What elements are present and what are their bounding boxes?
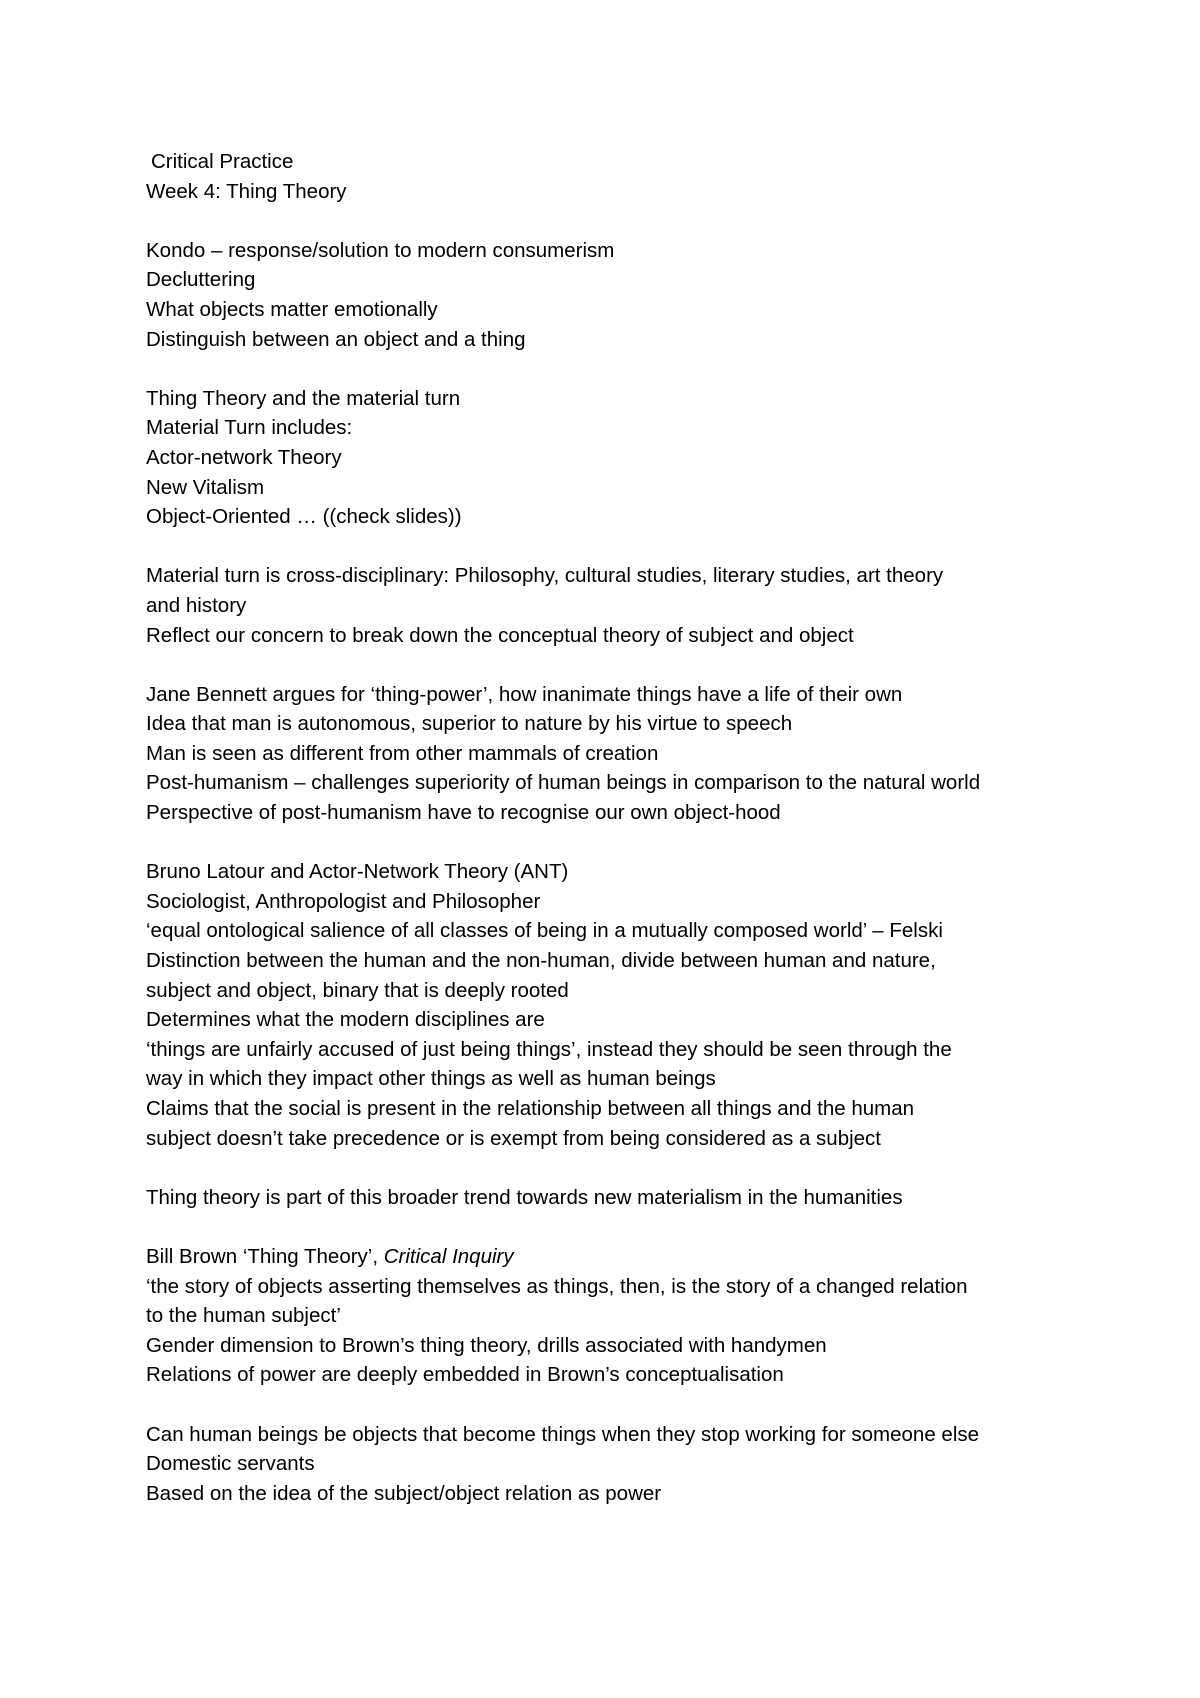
text-line: Thing theory is part of this broader trend towards new materialism in the humanities	[146, 1185, 903, 1209]
text-line: New Vitalism	[146, 475, 265, 499]
text-line: Man is seen as different from other mammals of creation	[146, 741, 659, 765]
text-line: and history	[146, 593, 247, 617]
text-line: Reflect our concern to break down the conceptual theory of subject and object	[146, 623, 854, 647]
text-line: Relations of power are deeply embedded in Brown’s conceptualisation	[146, 1363, 784, 1387]
text-line: Distinction between the human and the non-human, divide between human and nature,	[146, 949, 936, 973]
text-line: Perspective of post-humanism have to recognise our own object-hood	[146, 801, 781, 825]
section-cross-disciplinary	[146, 561, 1086, 650]
text-line: Material turn is cross-disciplinary: Philosophy, cultural studies, literary studies, art theory	[146, 564, 944, 588]
document-title: Critical Practice	[151, 150, 294, 173]
text-line: Idea that man is autonomous, superior to nature by his virtue to speech	[146, 712, 793, 736]
section-latour	[146, 857, 1086, 1153]
section-bennett	[146, 680, 1086, 828]
text-line: Distinguish between an object and a thing	[146, 327, 526, 351]
document-subtitle: Week 4: Thing Theory	[146, 179, 347, 203]
paragraph-gap	[146, 1212, 1086, 1242]
text-line: to the human subject’	[146, 1304, 341, 1328]
paragraph-gap	[146, 354, 1086, 384]
document-body	[146, 147, 1086, 1508]
text-line: Bruno Latour and Actor-Network Theory (ANT)	[146, 860, 569, 884]
text-line: Claims that the social is present in the relationship between all things and the human	[146, 1097, 915, 1120]
section-material-turn	[146, 384, 1086, 532]
paragraph-gap	[146, 1153, 1086, 1183]
text-line: Sociologist, Anthropologist and Philosopher	[146, 889, 541, 913]
paragraph-gap	[146, 206, 1086, 236]
text-line: Object-Oriented … ((check slides))	[146, 505, 462, 529]
text-line: Can human beings be objects that become things when they stop working for someone else	[146, 1422, 980, 1446]
text-line: Actor-network Theory	[146, 445, 342, 469]
text-line: Jane Bennett argues for ‘thing-power’, how inanimate things have a life of their own	[146, 682, 903, 706]
brown-heading-text: Bill Brown ‘Thing Theory’,	[146, 1244, 384, 1268]
section-bill-brown	[146, 1242, 1086, 1390]
text-line: subject and object, binary that is deeply rooted	[146, 978, 569, 1002]
brown-heading	[146, 1242, 1086, 1272]
journal-title: Critical Inquiry	[383, 1244, 514, 1268]
text-line: Thing Theory and the material turn	[146, 386, 461, 410]
text-line: Decluttering	[146, 268, 256, 292]
text-line: Material Turn includes:	[146, 416, 353, 440]
paragraph-gap	[146, 828, 1086, 858]
section-kondo	[146, 236, 1086, 354]
paragraph-gap	[146, 532, 1086, 562]
paragraph-gap	[146, 1390, 1086, 1420]
text-line: ‘equal ontological salience of all classes of being in a mutually composed world’ – Felski	[146, 919, 943, 943]
text-line: way in which they impact other things as well as human beings	[146, 1067, 716, 1091]
text-line: Kondo – response/solution to modern consumerism	[146, 238, 615, 262]
text-line: Domestic servants	[146, 1452, 315, 1476]
section-human-objects	[146, 1420, 1086, 1509]
text-line: Based on the idea of the subject/object relation as power	[146, 1481, 662, 1505]
text-line: subject doesn’t take precedence or is exempt from being considered as a subject	[146, 1126, 881, 1150]
paragraph-gap	[146, 650, 1086, 680]
text-line: Post-humanism – challenges superiority of human beings in comparison to the natural world	[146, 771, 981, 795]
text-line: ‘things are unfairly accused of just being things’, instead they should be seen through the	[146, 1037, 952, 1061]
section-new-materialism	[146, 1183, 1086, 1213]
text-line: Determines what the modern disciplines are	[146, 1008, 545, 1032]
text-line: ‘the story of objects asserting themselves as things, then, is the story of a changed relation	[146, 1274, 968, 1298]
text-line: What objects matter emotionally	[146, 297, 438, 321]
text-line: Gender dimension to Brown’s thing theory, drills associated with handymen	[146, 1333, 827, 1357]
